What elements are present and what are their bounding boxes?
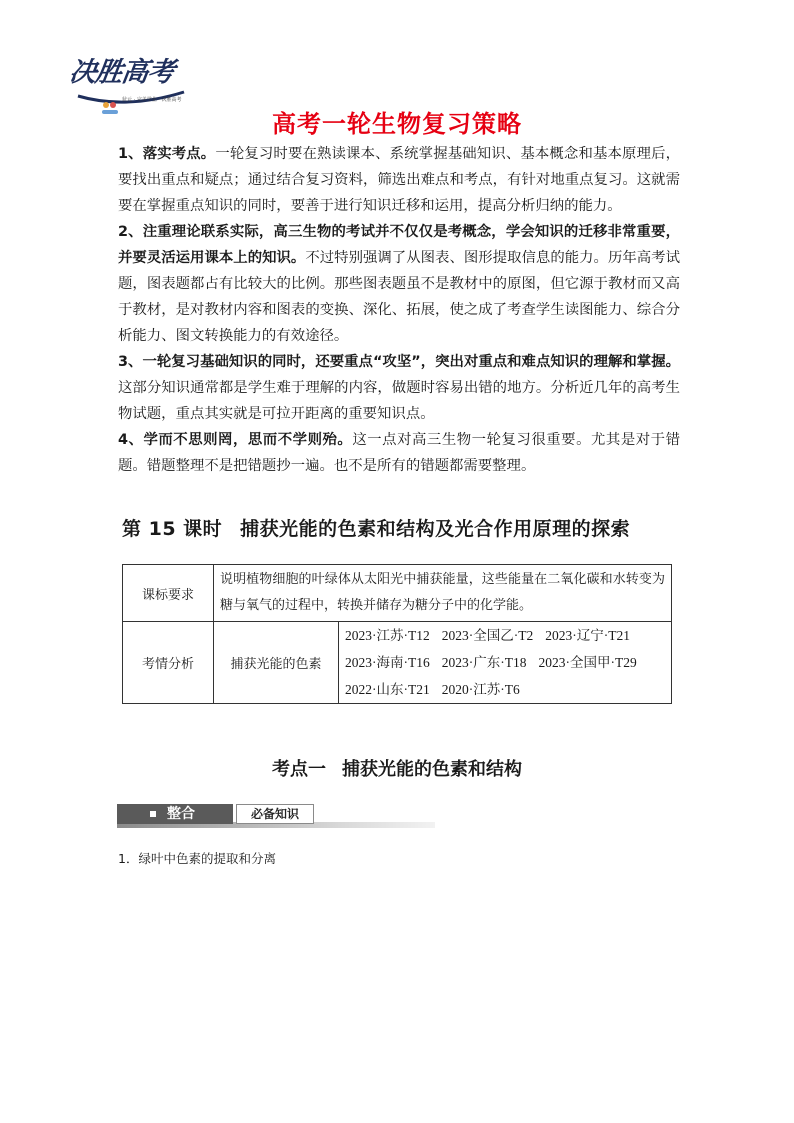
strategy-list bbox=[118, 141, 680, 479]
strategy-item bbox=[118, 219, 680, 349]
ref-item: 2022·山东·T21 bbox=[345, 682, 430, 697]
standard-label: 课标要求 bbox=[123, 565, 214, 622]
ref-item: 2020·江苏·T6 bbox=[441, 682, 520, 697]
strategy-item-lead: 学而不思则罔，思而不学则殆。 bbox=[143, 432, 353, 448]
strategy-item-text: 一轮复习时要在熟读课本、系统掌握基础知识、基本概念和基本原理后，要找出重点和疑点；通过结合复习资料，筛选出难点和考点，有针对地重点复习。这就需要在掌握重点知识的同时，要善于进行知识迁移和运用，提高分析归纳的能力。 bbox=[118, 146, 680, 214]
strategy-item-num: 3、 bbox=[118, 354, 143, 370]
lesson-heading bbox=[122, 514, 682, 541]
strategy-item-lead: 一轮复习基础知识的同时，还要重点“攻坚”，突出对重点和难点知识的理解和掌握。 bbox=[142, 354, 680, 370]
ref-item: 2023·全国乙·T2 bbox=[441, 628, 534, 643]
strategy-item-text: 这部分知识通常都是学生难于理解的内容，做题时容易出错的地方。分析近几年的高考生物试题，重点其实就是可拉开距离的重要知识点。 bbox=[118, 380, 680, 422]
ref-item: 2023·江苏·T12 bbox=[345, 628, 430, 643]
strategy-item-text: 不过特别强调了从图表、图形提取信息的能力。历年高考试题，图表题都占有比较大的比例。那些图表题虽不是教材中的原图，但它源于教材而又高于教材，是对教材内容和图表的变换、深化、拓展，使之成了考查学生读图能力、综合分析能力、图文转换能力的有效途径。 bbox=[118, 250, 680, 344]
strategy-item bbox=[118, 427, 680, 479]
ref-item: 2023·全国甲·T29 bbox=[538, 655, 637, 670]
analysis-topic: 捕获光能的色素 bbox=[214, 622, 339, 704]
exam-references bbox=[339, 622, 672, 704]
sub-heading: 1．绿叶中色素的提取和分离 bbox=[118, 851, 276, 866]
strategy-item-text: 这一点对高三生物一轮复习很重要。尤其是对于错题。错题整理不是把错题抄一遍。也不是所有的错题都需要整理。 bbox=[118, 432, 680, 474]
logo-tagline: 状元 · 完美学业 · 决胜高考 bbox=[122, 97, 182, 103]
requirements-table bbox=[122, 564, 672, 704]
strategy-item bbox=[118, 141, 680, 219]
ref-item: 2023·辽宁·T21 bbox=[545, 628, 630, 643]
lesson-title: 捕获光能的色素和结构及光合作用原理的探索 bbox=[240, 518, 631, 540]
table-row bbox=[123, 565, 672, 622]
square-bullet-icon bbox=[150, 811, 156, 817]
analysis-label: 考情分析 bbox=[123, 622, 214, 704]
strategy-item-num: 1、 bbox=[118, 146, 143, 162]
table-row bbox=[123, 622, 672, 704]
logo-text: 决胜高考 bbox=[67, 57, 176, 88]
standard-text: 说明植物细胞的叶绿体从太阳光中捕获能量，这些能量在二氧化碳和水转变为糖与氧气的过程中，转换并储存为糖分子中的化学能。 bbox=[214, 565, 672, 622]
point-title: 捕获光能的色素和结构 bbox=[342, 759, 522, 780]
ref-line bbox=[345, 649, 665, 676]
page-title: 高考一轮生物复习策略 bbox=[272, 110, 522, 138]
strategy-item-lead: 落实考点。 bbox=[142, 146, 216, 162]
banner-left-label: 整合 bbox=[167, 806, 195, 822]
strategy-item-lead: 注重理论联系实际，高三生物的考试并不仅仅是考概念，学会知识的迁移非常重要，并要灵活运用课本上的知识。 bbox=[118, 224, 680, 266]
ref-item: 2023·海南·T16 bbox=[345, 655, 430, 670]
section-banner bbox=[117, 804, 435, 828]
strategy-item-num: 4、 bbox=[118, 432, 144, 448]
point-heading bbox=[0, 755, 794, 781]
strategy-item-num: 2、 bbox=[118, 224, 143, 240]
ref-line bbox=[345, 676, 665, 703]
banner-essential-knowledge: 必备知识 bbox=[236, 804, 314, 824]
banner-integrate bbox=[117, 804, 233, 824]
ref-item: 2023·广东·T18 bbox=[441, 655, 527, 670]
lesson-number: 第 15 课时 bbox=[122, 518, 223, 540]
strategy-item bbox=[118, 349, 680, 427]
ref-line bbox=[345, 622, 665, 649]
point-label: 考点一 bbox=[272, 759, 326, 780]
